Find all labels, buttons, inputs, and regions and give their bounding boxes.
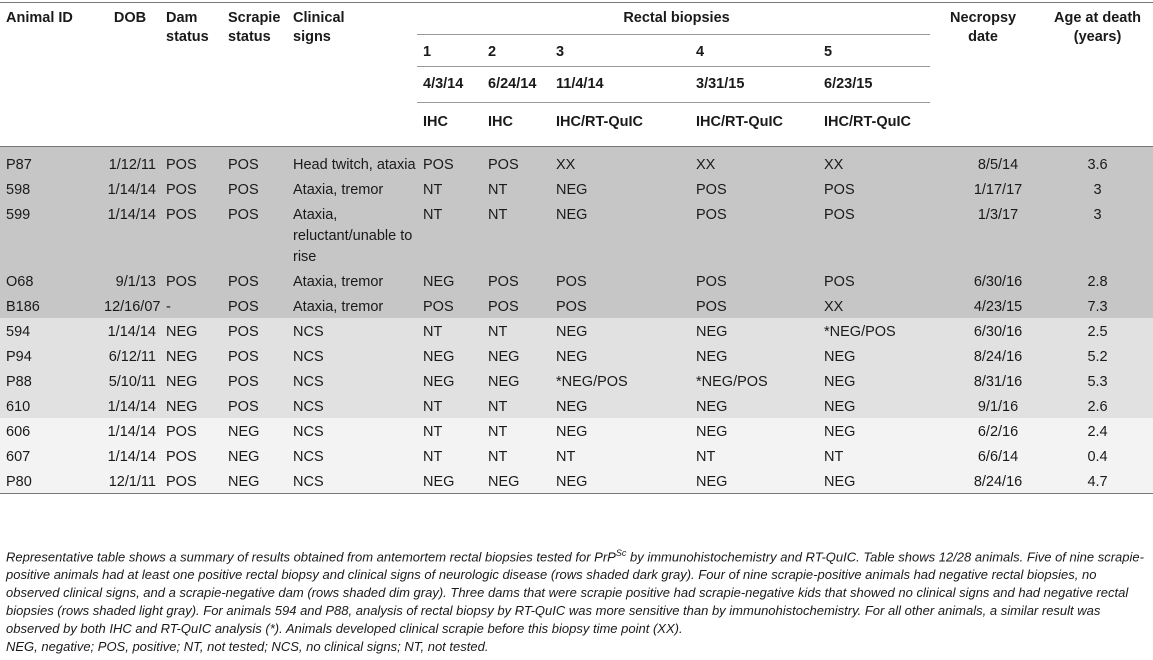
header-scrapie-status: Scrapie status [222,3,287,147]
header-biopsy-method: IHC [417,103,482,147]
cell-dob: 5/10/11 [98,368,160,393]
cell-clinical-signs: NCS [287,343,417,368]
table-row [0,443,1153,468]
header-biopsy-date: 6/23/15 [818,67,930,103]
cell-biopsy-3: NEG [550,468,690,494]
cell-age-at-death: 2.8 [1036,268,1153,293]
cell-necropsy-date: 6/30/16 [930,318,1036,343]
cell-age-at-death: 2.5 [1036,318,1153,343]
cell-necropsy-date: 6/2/16 [930,418,1036,443]
cell-biopsy-5: NT [818,443,930,468]
cell-biopsy-2: POS [482,293,550,318]
cell-biopsy-1: NT [417,418,482,443]
cell-clinical-signs: Ataxia, reluctant/unable to rise [287,201,417,268]
cell-biopsy-3: XX [550,147,690,177]
table-row [0,418,1153,443]
header-biopsy-number: 4 [690,35,818,67]
cell-biopsy-2: NT [482,201,550,268]
cell-scrapie-status: POS [222,201,287,268]
cell-clinical-signs: NCS [287,418,417,443]
cell-scrapie-status: NEG [222,443,287,468]
cell-age-at-death: 3 [1036,176,1153,201]
caption-text-post: by immunohistochemistry and RT-QuIC. Table shows 12/28 animals. Five of nine scrapie-positive animals had at least one positive rectal biopsy and clinical signs of neurologic disease (rows shaded dark gray). Four of nine scrapie-positive animals had negative rectal biopsies, no observed clinical signs, and a scrapie-negative dam (rows shaded dim gray). Three dams that were scrapie positive had scrapie-negative kids that showed no clinical signs and had negative rectal biopsies (rows shaded light gray). For animals 594 and P88, analysis of rectal biopsy by RT-QuIC was more sensitive than by immunohistochemistry. For all other animals, a similar result was observed by both IHC and RT-QuIC analysis (*). Animals developed clinical scrapie before this biopsy time point (XX). [6,549,1144,637]
cell-biopsy-1: NT [417,393,482,418]
cell-biopsy-4: NEG [690,393,818,418]
table-row [0,268,1153,293]
cell-biopsy-1: NT [417,201,482,268]
cell-biopsy-5: POS [818,268,930,293]
cell-clinical-signs: NCS [287,318,417,343]
cell-dam-status: POS [160,418,222,443]
cell-biopsy-1: NEG [417,468,482,494]
header-biopsy-method: IHC/RT-QuIC [818,103,930,147]
results-table [0,2,1153,494]
cell-necropsy-date: 1/3/17 [930,201,1036,268]
cell-dam-status: NEG [160,393,222,418]
cell-biopsy-2: NT [482,418,550,443]
abbreviations: NEG, negative; POS, positive; NT, not tested; NCS, no clinical signs; NT, not tested. [6,639,489,655]
cell-animal-id: B186 [0,293,98,318]
caption-text-pre: Representative table shows a summary of results obtained from antemortem rectal biopsies tested for PrP [6,549,616,565]
cell-dam-status: NEG [160,368,222,393]
header-dam-status: Dam status [160,3,222,147]
cell-biopsy-5: XX [818,147,930,177]
cell-dob: 6/12/11 [98,343,160,368]
header-biopsy-date: 4/3/14 [417,67,482,103]
cell-scrapie-status: POS [222,176,287,201]
cell-biopsy-4: POS [690,293,818,318]
cell-scrapie-status: NEG [222,418,287,443]
cell-biopsy-3: POS [550,293,690,318]
cell-dam-status: - [160,293,222,318]
cell-dam-status: POS [160,147,222,177]
cell-biopsy-5: XX [818,293,930,318]
cell-animal-id: 594 [0,318,98,343]
cell-animal-id: P87 [0,147,98,177]
table-row [0,468,1153,494]
cell-clinical-signs: Head twitch, ataxia [287,147,417,177]
cell-biopsy-3: NEG [550,176,690,201]
cell-biopsy-2: POS [482,147,550,177]
cell-clinical-signs: NCS [287,393,417,418]
cell-scrapie-status: POS [222,147,287,177]
cell-clinical-signs: Ataxia, tremor [287,176,417,201]
cell-biopsy-2: NEG [482,468,550,494]
cell-biopsy-4: XX [690,147,818,177]
cell-age-at-death: 2.6 [1036,393,1153,418]
cell-necropsy-date: 8/24/16 [930,343,1036,368]
cell-scrapie-status: POS [222,268,287,293]
cell-scrapie-status: POS [222,368,287,393]
caption-superscript: Sc [615,548,627,558]
cell-biopsy-3: NT [550,443,690,468]
cell-age-at-death: 5.2 [1036,343,1153,368]
cell-biopsy-4: NT [690,443,818,468]
table-footnote [6,544,1146,656]
header-biopsy-method: IHC/RT-QuIC [550,103,690,147]
cell-biopsy-5: NEG [818,368,930,393]
cell-biopsy-1: POS [417,147,482,177]
cell-biopsy-4: POS [690,201,818,268]
header-biopsy-date: 6/24/14 [482,67,550,103]
table-row [0,293,1153,318]
cell-biopsy-4: NEG [690,343,818,368]
cell-necropsy-date: 8/5/14 [930,147,1036,177]
cell-scrapie-status: POS [222,293,287,318]
header-biopsy-date: 3/31/15 [690,67,818,103]
cell-biopsy-1: POS [417,293,482,318]
cell-dob: 9/1/13 [98,268,160,293]
header-clinical-signs: Clinical signs [287,3,417,147]
cell-biopsy-5: NEG [818,468,930,494]
cell-necropsy-date: 1/17/17 [930,176,1036,201]
cell-animal-id: 599 [0,201,98,268]
cell-dam-status: POS [160,176,222,201]
header-age-at-death: Age at death (years) [1036,3,1153,147]
cell-biopsy-4: NEG [690,418,818,443]
cell-animal-id: 598 [0,176,98,201]
cell-biopsy-2: NEG [482,368,550,393]
cell-animal-id: 610 [0,393,98,418]
cell-age-at-death: 7.3 [1036,293,1153,318]
cell-age-at-death: 3 [1036,201,1153,268]
cell-biopsy-2: NT [482,176,550,201]
table-caption [6,544,1146,638]
table-row [0,176,1153,201]
cell-biopsy-2: NT [482,393,550,418]
header-animal-id: Animal ID [0,3,98,147]
cell-dob: 1/14/14 [98,176,160,201]
cell-scrapie-status: POS [222,318,287,343]
cell-biopsy-1: NT [417,443,482,468]
header-biopsy-method: IHC/RT-QuIC [690,103,818,147]
cell-age-at-death: 4.7 [1036,468,1153,494]
cell-biopsy-2: NT [482,318,550,343]
cell-biopsy-3: NEG [550,318,690,343]
cell-biopsy-1: NEG [417,343,482,368]
cell-scrapie-status: POS [222,393,287,418]
header-rectal-biopsies: Rectal biopsies [417,3,930,35]
cell-biopsy-5: NEG [818,393,930,418]
cell-biopsy-1: NEG [417,268,482,293]
cell-clinical-signs: Ataxia, tremor [287,268,417,293]
header-dob: DOB [98,3,160,147]
cell-clinical-signs: NCS [287,443,417,468]
table-row [0,393,1153,418]
cell-dob: 1/14/14 [98,318,160,343]
cell-necropsy-date: 4/23/15 [930,293,1036,318]
cell-necropsy-date: 9/1/16 [930,393,1036,418]
cell-biopsy-5: NEG [818,418,930,443]
header-biopsy-method: IHC [482,103,550,147]
cell-dob: 1/14/14 [98,418,160,443]
header-biopsy-number: 1 [417,35,482,67]
cell-biopsy-1: NT [417,318,482,343]
cell-dob: 1/14/14 [98,443,160,468]
cell-dob: 12/1/11 [98,468,160,494]
cell-necropsy-date: 8/24/16 [930,468,1036,494]
cell-biopsy-1: NEG [417,368,482,393]
cell-dob: 1/14/14 [98,201,160,268]
cell-biopsy-1: NT [417,176,482,201]
cell-necropsy-date: 6/30/16 [930,268,1036,293]
cell-dob: 12/16/07 [98,293,160,318]
cell-age-at-death: 3.6 [1036,147,1153,177]
cell-biopsy-2: NT [482,443,550,468]
cell-scrapie-status: POS [222,343,287,368]
cell-clinical-signs: Ataxia, tremor [287,293,417,318]
cell-dam-status: POS [160,468,222,494]
cell-biopsy-4: POS [690,268,818,293]
cell-biopsy-5: POS [818,176,930,201]
cell-clinical-signs: NCS [287,468,417,494]
header-biopsy-number: 3 [550,35,690,67]
cell-dam-status: NEG [160,318,222,343]
cell-biopsy-4: *NEG/POS [690,368,818,393]
cell-clinical-signs: NCS [287,368,417,393]
cell-biopsy-4: POS [690,176,818,201]
table-row [0,368,1153,393]
cell-animal-id: P80 [0,468,98,494]
cell-biopsy-3: NEG [550,343,690,368]
cell-animal-id: P88 [0,368,98,393]
cell-necropsy-date: 6/6/14 [930,443,1036,468]
table-row [0,147,1153,177]
cell-scrapie-status: NEG [222,468,287,494]
cell-dob: 1/14/14 [98,393,160,418]
cell-age-at-death: 2.4 [1036,418,1153,443]
cell-biopsy-3: NEG [550,418,690,443]
cell-dam-status: POS [160,443,222,468]
cell-animal-id: P94 [0,343,98,368]
cell-dam-status: POS [160,201,222,268]
cell-animal-id: 607 [0,443,98,468]
cell-biopsy-3: POS [550,268,690,293]
cell-age-at-death: 0.4 [1036,443,1153,468]
cell-biopsy-5: NEG [818,343,930,368]
cell-biopsy-2: POS [482,268,550,293]
header-biopsy-number: 2 [482,35,550,67]
cell-age-at-death: 5.3 [1036,368,1153,393]
cell-biopsy-4: NEG [690,468,818,494]
cell-biopsy-5: *NEG/POS [818,318,930,343]
cell-necropsy-date: 8/31/16 [930,368,1036,393]
header-necropsy-date: Necropsy date [930,3,1036,147]
header-biopsy-number: 5 [818,35,930,67]
header-biopsy-date: 11/4/14 [550,67,690,103]
cell-biopsy-2: NEG [482,343,550,368]
cell-animal-id: O68 [0,268,98,293]
cell-dam-status: POS [160,268,222,293]
cell-biopsy-3: *NEG/POS [550,368,690,393]
cell-biopsy-5: POS [818,201,930,268]
table-row [0,201,1153,268]
table-row [0,343,1153,368]
cell-animal-id: 606 [0,418,98,443]
cell-biopsy-3: NEG [550,201,690,268]
cell-biopsy-3: NEG [550,393,690,418]
cell-dam-status: NEG [160,343,222,368]
cell-dob: 1/12/11 [98,147,160,177]
table-row [0,318,1153,343]
cell-biopsy-4: NEG [690,318,818,343]
